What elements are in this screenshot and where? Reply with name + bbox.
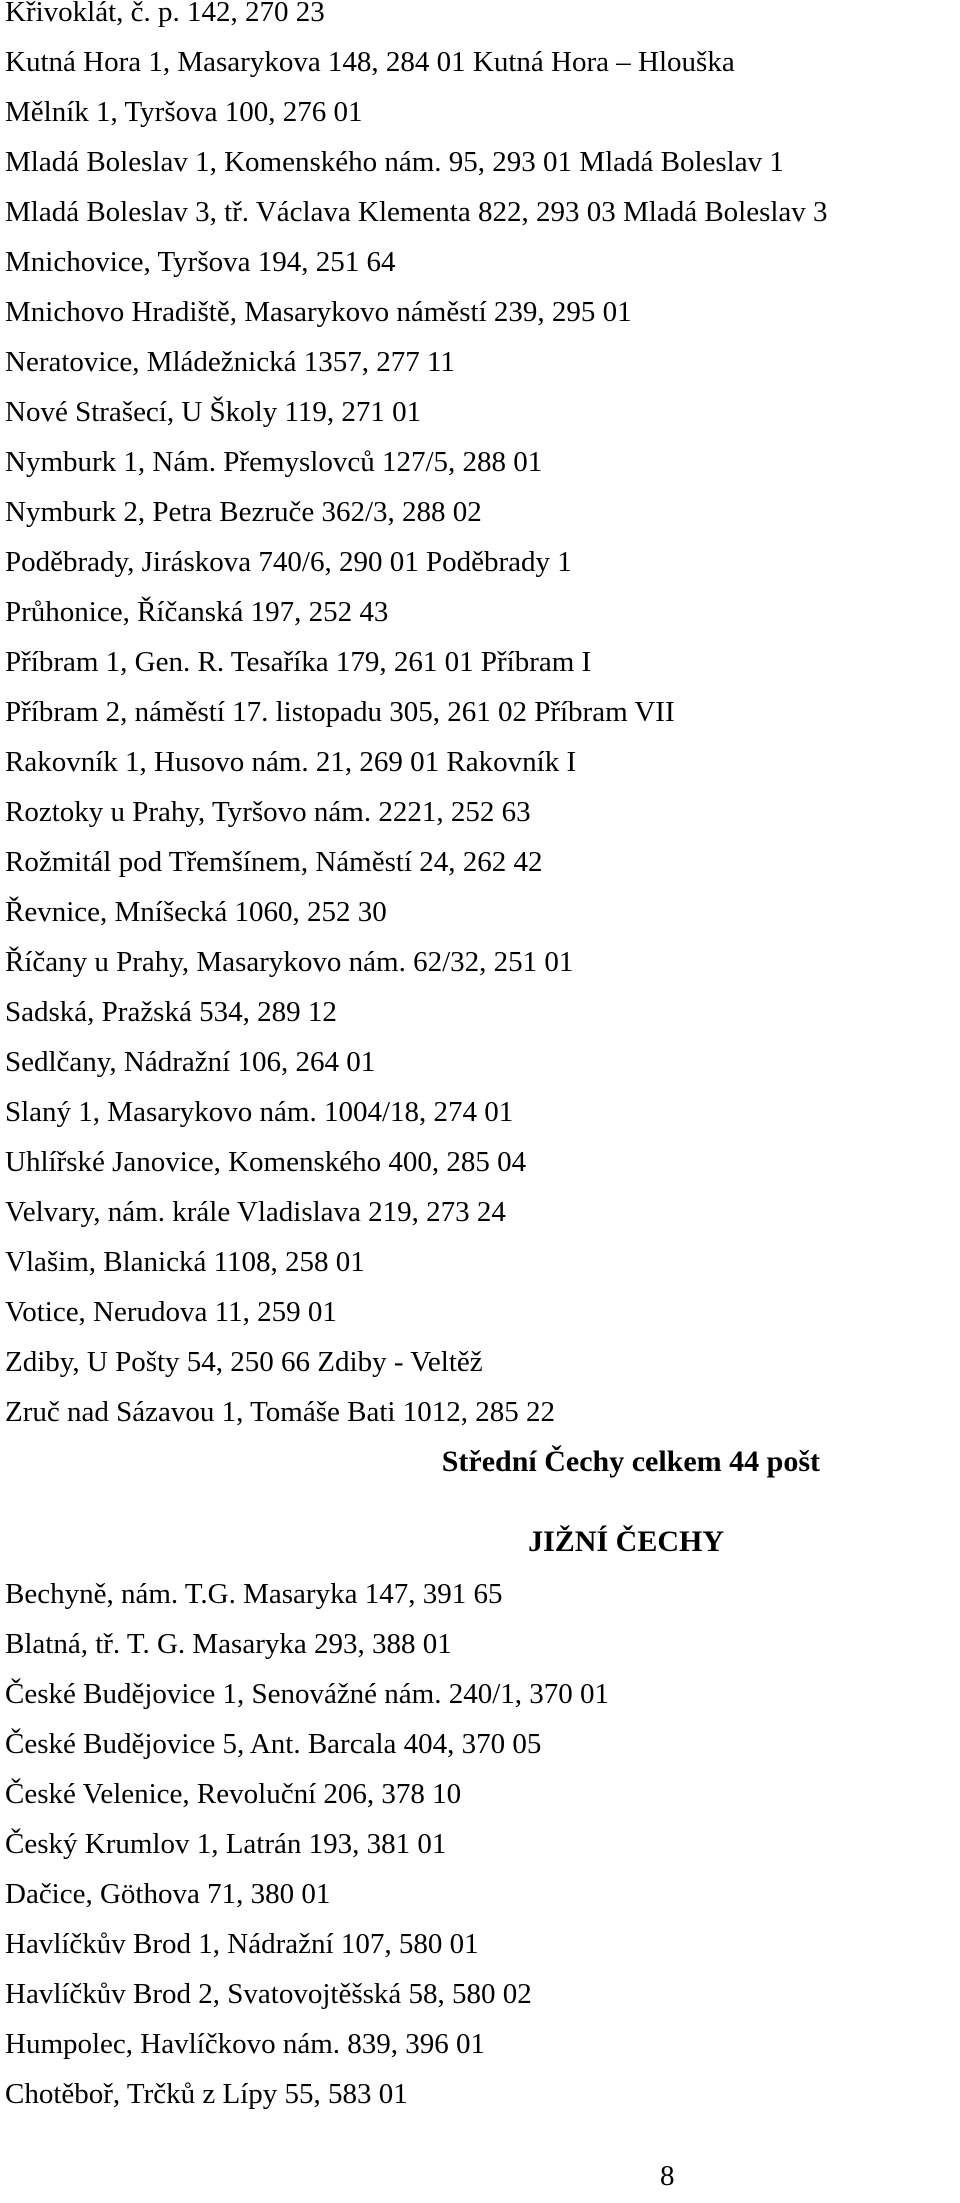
list-item: Zdiby, U Pošty 54, 250 66 Zdiby - Veltěž — [5, 1346, 483, 1378]
list-item: Roztoky u Prahy, Tyršovo nám. 2221, 252 63 — [5, 796, 531, 828]
list-item: České Budějovice 5, Ant. Barcala 404, 370 05 — [5, 1728, 542, 1760]
page-number: 8 — [660, 2160, 675, 2192]
list-item: Neratovice, Mládežnická 1357, 277 11 — [5, 346, 455, 378]
list-item: Nové Strašecí, U Školy 119, 271 01 — [5, 396, 422, 428]
list-item: Chotěboř, Trčků z Lípy 55, 583 01 — [5, 2078, 408, 2110]
list-item: Mělník 1, Tyršova 100, 276 01 — [5, 96, 363, 128]
list-item: Humpolec, Havlíčkovo nám. 839, 396 01 — [5, 2028, 486, 2060]
list-item: Rožmitál pod Třemšínem, Náměstí 24, 262 42 — [5, 846, 543, 878]
list-item: Dačice, Göthova 71, 380 01 — [5, 1878, 331, 1910]
list-item: Velvary, nám. krále Vladislava 219, 273 24 — [5, 1196, 506, 1228]
list-item: Průhonice, Říčanská 197, 252 43 — [5, 596, 389, 628]
list-item: Poděbrady, Jiráskova 740/6, 290 01 Poděbrady 1 — [5, 546, 572, 578]
list-item: Příbram 1, Gen. R. Tesaříka 179, 261 01 Příbram I — [5, 646, 592, 678]
list-item: Mnichovo Hradiště, Masarykovo náměstí 239, 295 01 — [5, 296, 632, 328]
list-item: Havlíčkův Brod 1, Nádražní 107, 580 01 — [5, 1928, 479, 1960]
list-item: Sedlčany, Nádražní 106, 264 01 — [5, 1046, 376, 1078]
list-item: Nymburk 2, Petra Bezruče 362/3, 288 02 — [5, 496, 482, 528]
list-item: Rakovník 1, Husovo nám. 21, 269 01 Rakovník I — [5, 746, 577, 778]
list-item: Český Krumlov 1, Latrán 193, 381 01 — [5, 1828, 447, 1860]
section-heading: JIŽNÍ ČECHY — [528, 1525, 724, 1558]
list-item: Bechyně, nám. T.G. Masaryka 147, 391 65 — [5, 1578, 503, 1610]
list-item: Blatná, tř. T. G. Masaryka 293, 388 01 — [5, 1628, 452, 1660]
list-item: Zruč nad Sázavou 1, Tomáše Bati 1012, 285 22 — [5, 1396, 555, 1428]
list-item: České Velenice, Revoluční 206, 378 10 — [5, 1778, 462, 1810]
section-total: Střední Čechy celkem 44 pošt — [441, 1445, 820, 1478]
list-item: Příbram 2, náměstí 17. listopadu 305, 261 02 Příbram VII — [5, 696, 675, 728]
list-item: České Budějovice 1, Senovážné nám. 240/1, 370 01 — [5, 1678, 610, 1710]
list-item: Slaný 1, Masarykovo nám. 1004/18, 274 01 — [5, 1096, 514, 1128]
list-item: Kutná Hora 1, Masarykova 148, 284 01 Kutná Hora – Hlouška — [5, 46, 735, 78]
list-item: Mladá Boleslav 3, tř. Václava Klementa 822, 293 03 Mladá Boleslav 3 — [5, 196, 828, 228]
list-item: Havlíčkův Brod 2, Svatovojtěšská 58, 580 02 — [5, 1978, 532, 2010]
list-item: Řevnice, Mníšecká 1060, 252 30 — [5, 896, 387, 928]
list-item: Křivoklát, č. p. 142, 270 23 — [5, 0, 325, 28]
list-item: Mnichovice, Tyršova 194, 251 64 — [5, 246, 396, 278]
list-item: Říčany u Prahy, Masarykovo nám. 62/32, 251 01 — [5, 946, 574, 978]
list-item: Votice, Nerudova 11, 259 01 — [5, 1296, 337, 1328]
list-item: Mladá Boleslav 1, Komenského nám. 95, 293 01 Mladá Boleslav 1 — [5, 146, 784, 178]
list-item: Uhlířské Janovice, Komenského 400, 285 04 — [5, 1146, 527, 1178]
list-item: Nymburk 1, Nám. Přemyslovců 127/5, 288 01 — [5, 446, 543, 478]
list-item: Sadská, Pražská 534, 289 12 — [5, 996, 337, 1028]
list-item: Vlašim, Blanická 1108, 258 01 — [5, 1246, 365, 1278]
